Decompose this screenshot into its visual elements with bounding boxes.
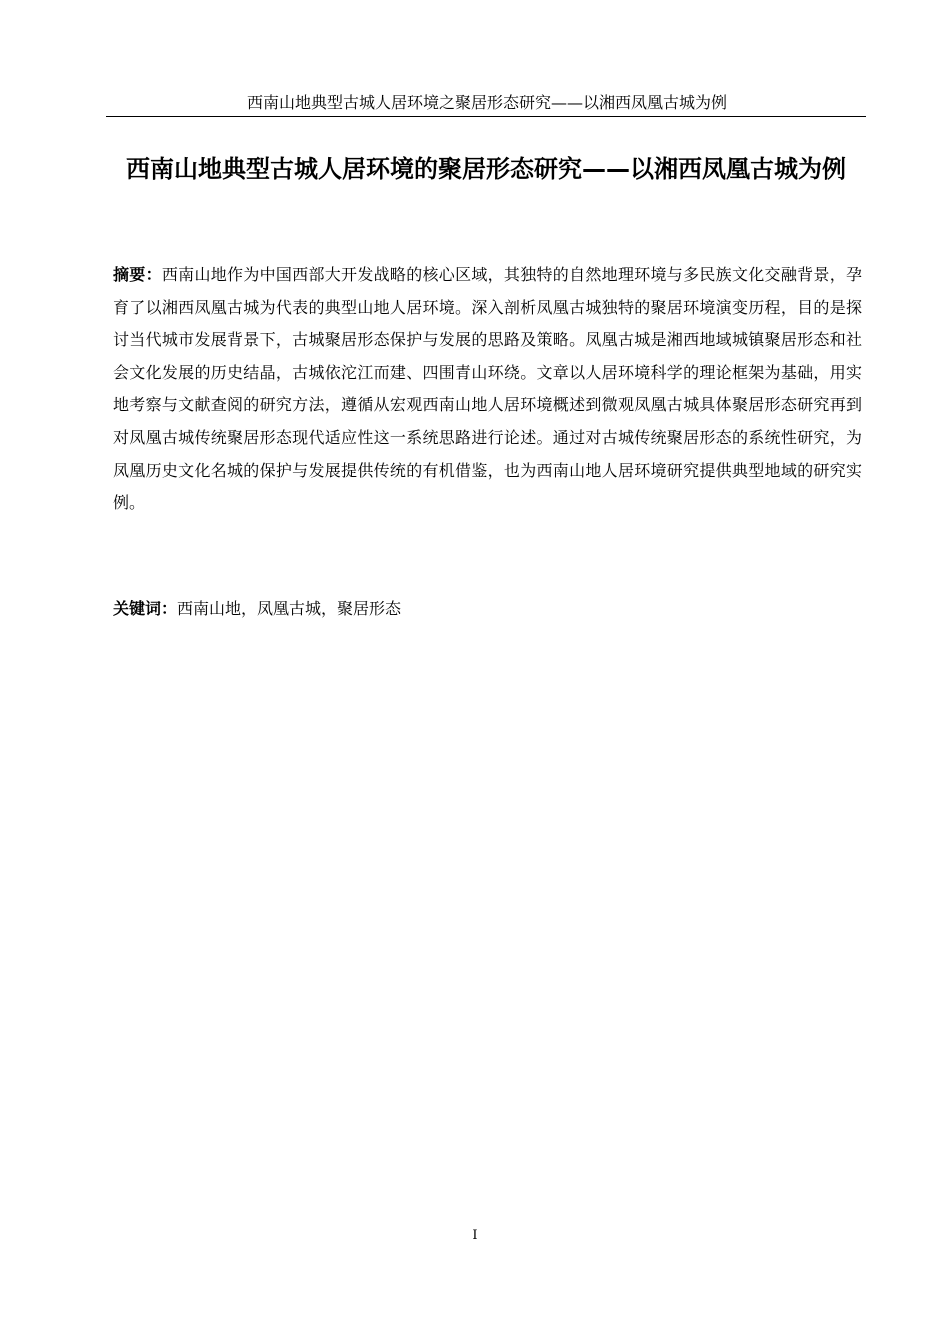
abstract-paragraph	[113, 259, 862, 520]
keywords-label: 关键词：	[113, 599, 178, 618]
abstract-label: 摘要：	[113, 265, 162, 284]
header-divider	[106, 116, 866, 117]
keywords-line	[113, 594, 862, 624]
abstract-text: 西南山地作为中国西部大开发战略的核心区域，其独特的自然地理环境与多民族文化交融背景，孕育了以湘西凤凰古城为代表的典型山地人居环境。深入剖析凤凰古城独特的聚居环境演变历程，目的是探讨当代城市发展背景下，古城聚居形态保护与发展的思路及策略。凤凰古城是湘西地域城镇聚居形态和社会文化发展的历史结晶，古城依沱江而建、四围青山环绕。文章以人居环境科学的理论框架为基础，用实地考察与文献查阅的研究方法，遵循从宏观西南山地人居环境概述到微观凤凰古城具体聚居形态研究再到对凤凰古城传统聚居形态现代适应性这一系统思路进行论述。通过对古城传统聚居形态的系统性研究，为凤凰历史文化名城的保护与发展提供传统的有机借鉴，也为西南山地人居环境研究提供典型地域的研究实例。	[113, 265, 862, 513]
page-number: I	[472, 1228, 478, 1243]
running-header: 西南山地典型古城人居环境之聚居形态研究——以湘西凤凰古城为例	[246, 93, 727, 112]
document-title: 西南山地典型古城人居环境的聚居形态研究——以湘西凤凰古城为例	[126, 155, 846, 183]
keywords-text: 西南山地，凤凰古城，聚居形态	[177, 599, 402, 618]
